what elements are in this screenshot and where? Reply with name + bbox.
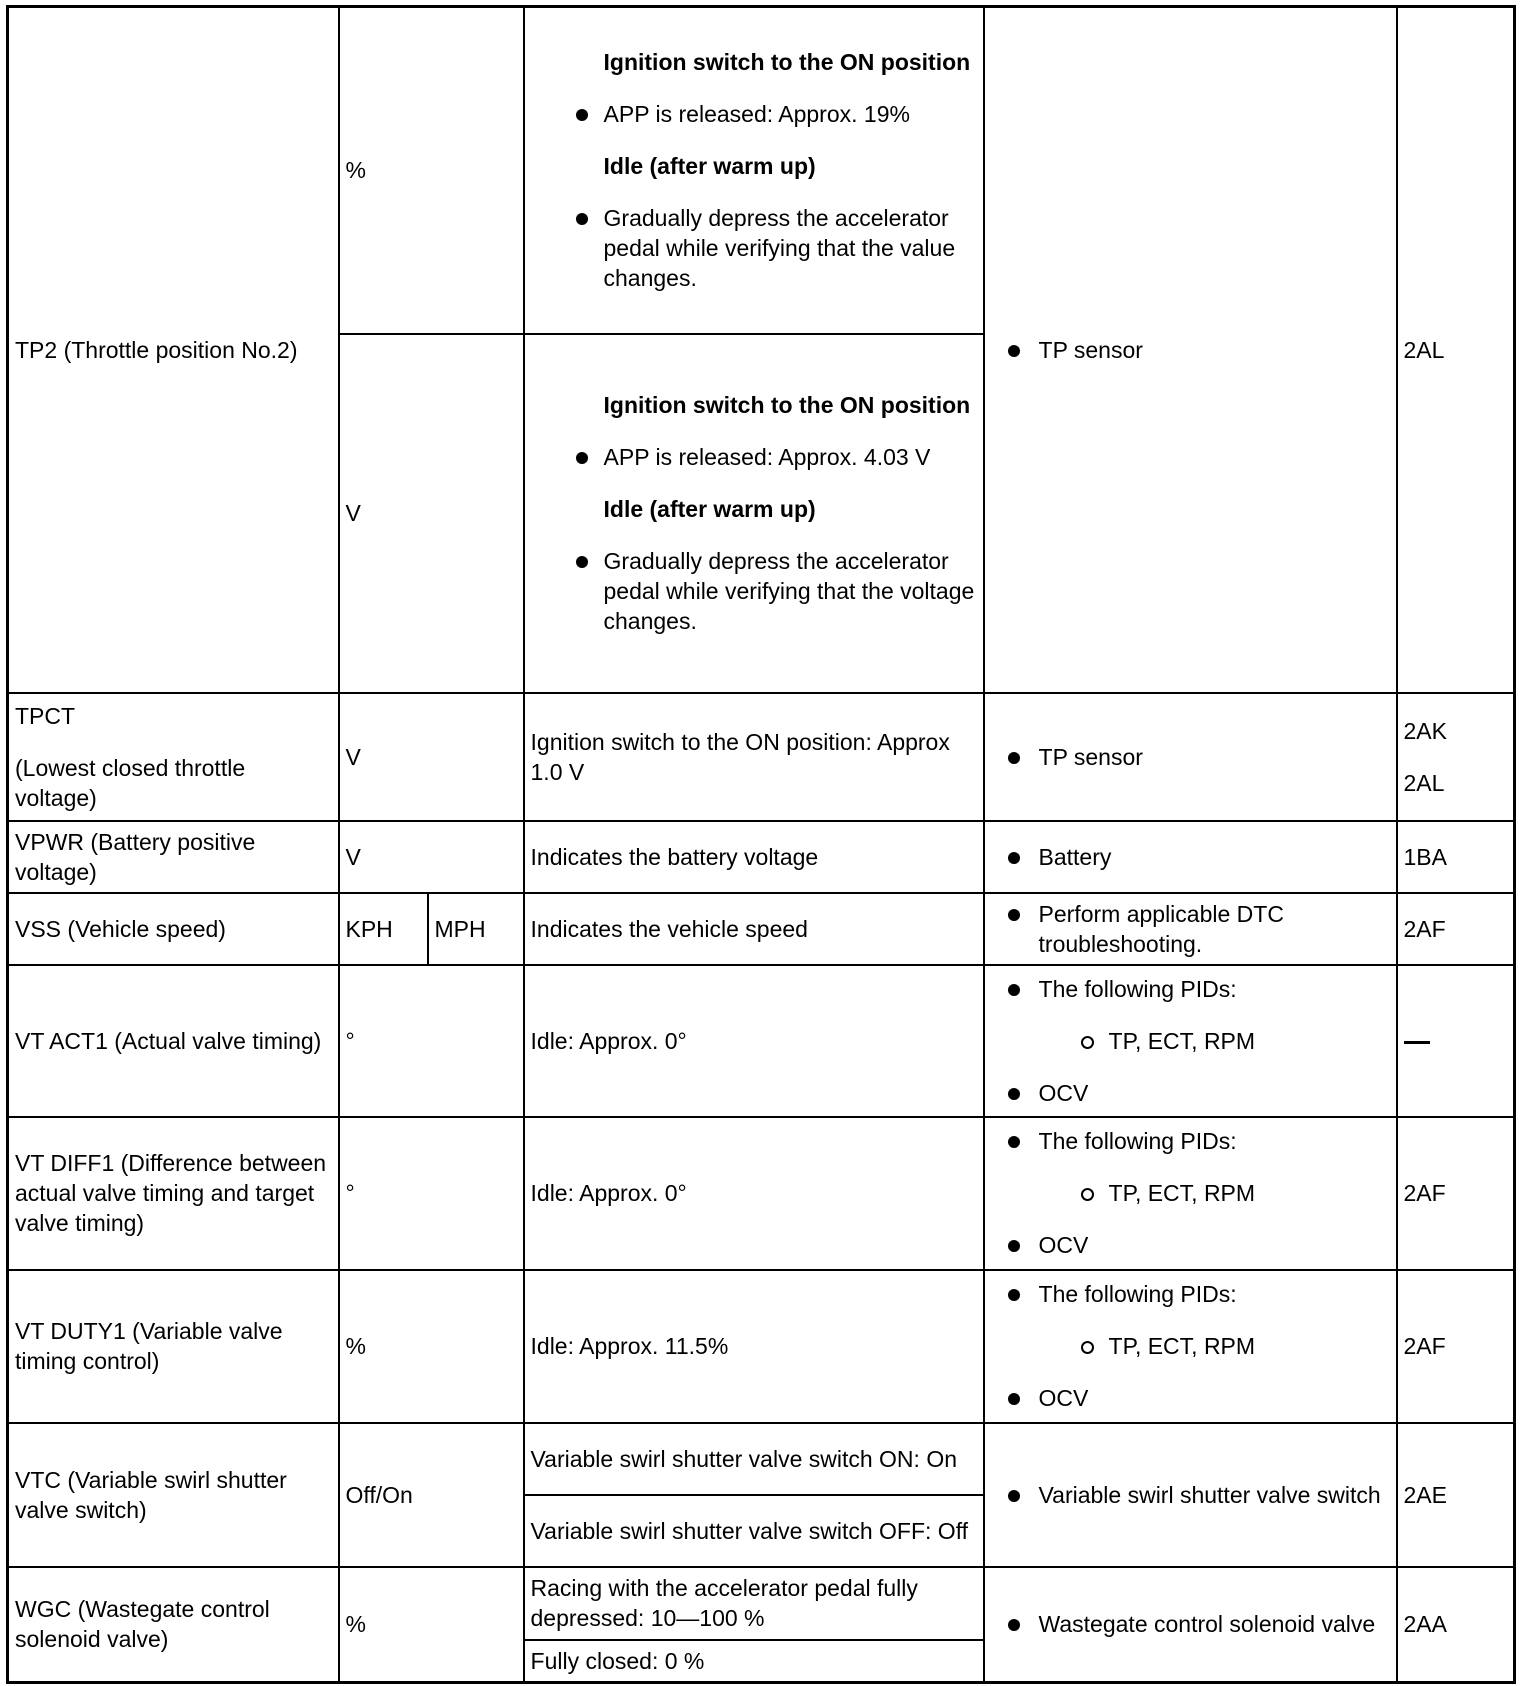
condition-wgc-closed: Fully closed: 0 % bbox=[524, 1640, 984, 1683]
condition-bullet: APP is released: Approx. 4.03 V bbox=[531, 442, 977, 472]
action-tp2 bbox=[984, 7, 1397, 693]
dtc-tpct bbox=[1397, 693, 1515, 821]
action-bullet: TP sensor bbox=[991, 742, 1390, 772]
unit-vss-mph: MPH bbox=[428, 893, 524, 965]
action-bullet: Wastegate control solenoid valve bbox=[991, 1609, 1390, 1639]
action-vpwr bbox=[984, 821, 1397, 893]
condition-vtduty1: Idle: Approx. 11.5% bbox=[524, 1270, 984, 1423]
action-vtact1 bbox=[984, 965, 1397, 1117]
table-row-vss bbox=[8, 893, 1515, 965]
pid-name-vss: VSS (Vehicle speed) bbox=[8, 893, 339, 965]
action-bullet: Variable swirl shutter valve switch bbox=[991, 1480, 1390, 1510]
table-row-tp2-percent bbox=[8, 7, 1515, 334]
table-row-vtduty1 bbox=[8, 1270, 1515, 1423]
unit-vtc: Off/On bbox=[339, 1423, 524, 1567]
action-sub-bullet: TP, ECT, RPM bbox=[991, 1026, 1390, 1056]
dtc-tp2: 2AL bbox=[1397, 7, 1515, 693]
condition-heading: Idle (after warm up) bbox=[603, 153, 816, 180]
pid-name-vtc: VTC (Variable swirl shutter valve switch) bbox=[8, 1423, 339, 1567]
pid-name-text: TPCT bbox=[15, 702, 76, 729]
dtc-vpwr: 1BA bbox=[1397, 821, 1515, 893]
dtc-vtduty1: 2AF bbox=[1397, 1270, 1515, 1423]
pid-name-vtdiff1: VT DIFF1 (Difference between actual valve timing and target valve timing) bbox=[8, 1117, 339, 1270]
pid-name-vtact1: VT ACT1 (Actual valve timing) bbox=[8, 965, 339, 1117]
condition-tp2-volt bbox=[524, 334, 984, 693]
action-vtc bbox=[984, 1423, 1397, 1567]
action-bullet: The following PIDs: bbox=[991, 974, 1390, 1004]
condition-wgc-racing: Racing with the accelerator pedal fully depressed: 10—100 % bbox=[524, 1567, 984, 1640]
condition-vpwr: Indicates the battery voltage bbox=[524, 821, 984, 893]
action-vss bbox=[984, 893, 1397, 965]
unit-wgc: % bbox=[339, 1567, 524, 1683]
table-row-vtact1 bbox=[8, 965, 1515, 1117]
condition-bullet: Gradually depress the accelerator pedal while verifying that the value changes. bbox=[531, 203, 977, 293]
table-row-vtdiff1 bbox=[8, 1117, 1515, 1270]
action-wgc bbox=[984, 1567, 1397, 1683]
dtc-vtc: 2AE bbox=[1397, 1423, 1515, 1567]
dtc-wgc: 2AA bbox=[1397, 1567, 1515, 1683]
dash-icon bbox=[1404, 1041, 1430, 1044]
dtc-vtdiff1: 2AF bbox=[1397, 1117, 1515, 1270]
unit-vtact1: ° bbox=[339, 965, 524, 1117]
condition-vtc-on: Variable swirl shutter valve switch ON: On bbox=[524, 1423, 984, 1495]
unit-vpwr: V bbox=[339, 821, 524, 893]
condition-vtc-off: Variable swirl shutter valve switch OFF: Off bbox=[524, 1495, 984, 1567]
pid-name-text: (Lowest closed throttle voltage) bbox=[15, 754, 246, 811]
dtc-code: 2AL bbox=[1403, 769, 1445, 796]
pid-monitor-table bbox=[6, 5, 1516, 1684]
unit-vss-kph: KPH bbox=[339, 893, 428, 965]
condition-bullet: Gradually depress the accelerator pedal while verifying that the voltage changes. bbox=[531, 546, 977, 636]
pid-name-tpct bbox=[8, 693, 339, 821]
condition-vtdiff1: Idle: Approx. 0° bbox=[524, 1117, 984, 1270]
action-bullet: The following PIDs: bbox=[991, 1279, 1390, 1309]
action-bullet: OCV bbox=[991, 1230, 1390, 1260]
table-row-vpwr bbox=[8, 821, 1515, 893]
action-bullet: OCV bbox=[991, 1078, 1390, 1108]
dtc-code: 2AK bbox=[1403, 717, 1447, 744]
condition-tp2-percent bbox=[524, 7, 984, 334]
condition-vtact1: Idle: Approx. 0° bbox=[524, 965, 984, 1117]
unit-vtduty1: % bbox=[339, 1270, 524, 1423]
dtc-vtact1 bbox=[1397, 965, 1515, 1117]
unit-vtdiff1: ° bbox=[339, 1117, 524, 1270]
action-bullet: The following PIDs: bbox=[991, 1126, 1390, 1156]
unit-tpct: V bbox=[339, 693, 524, 821]
condition-vss: Indicates the vehicle speed bbox=[524, 893, 984, 965]
action-sub-bullet: TP, ECT, RPM bbox=[991, 1331, 1390, 1361]
action-vtdiff1 bbox=[984, 1117, 1397, 1270]
table-row-wgc bbox=[8, 1567, 1515, 1640]
condition-tpct: Ignition switch to the ON position: Approx 1.0 V bbox=[524, 693, 984, 821]
table-row-tpct bbox=[8, 693, 1515, 821]
dtc-vss: 2AF bbox=[1397, 893, 1515, 965]
action-bullet: OCV bbox=[991, 1383, 1390, 1413]
table-row-vtc bbox=[8, 1423, 1515, 1495]
condition-bullet: APP is released: Approx. 19% bbox=[531, 99, 977, 129]
action-tpct bbox=[984, 693, 1397, 821]
condition-heading: Idle (after warm up) bbox=[603, 496, 816, 522]
action-bullet: Perform applicable DTC troubleshooting. bbox=[991, 899, 1390, 959]
action-bullet: TP sensor bbox=[991, 335, 1390, 365]
condition-heading: Ignition switch to the ON position bbox=[603, 392, 971, 418]
unit-tp2-percent: % bbox=[339, 7, 524, 334]
condition-heading: Ignition switch to the ON position bbox=[603, 49, 971, 76]
action-sub-bullet: TP, ECT, RPM bbox=[991, 1178, 1390, 1208]
pid-name-tp2: TP2 (Throttle position No.2) bbox=[8, 7, 339, 693]
pid-name-vtduty1: VT DUTY1 (Variable valve timing control) bbox=[8, 1270, 339, 1423]
unit-tp2-volt: V bbox=[339, 334, 524, 693]
pid-name-vpwr: VPWR (Battery positive voltage) bbox=[8, 821, 339, 893]
action-bullet: Battery bbox=[991, 842, 1390, 872]
action-vtduty1 bbox=[984, 1270, 1397, 1423]
pid-name-wgc: WGC (Wastegate control solenoid valve) bbox=[8, 1567, 339, 1683]
